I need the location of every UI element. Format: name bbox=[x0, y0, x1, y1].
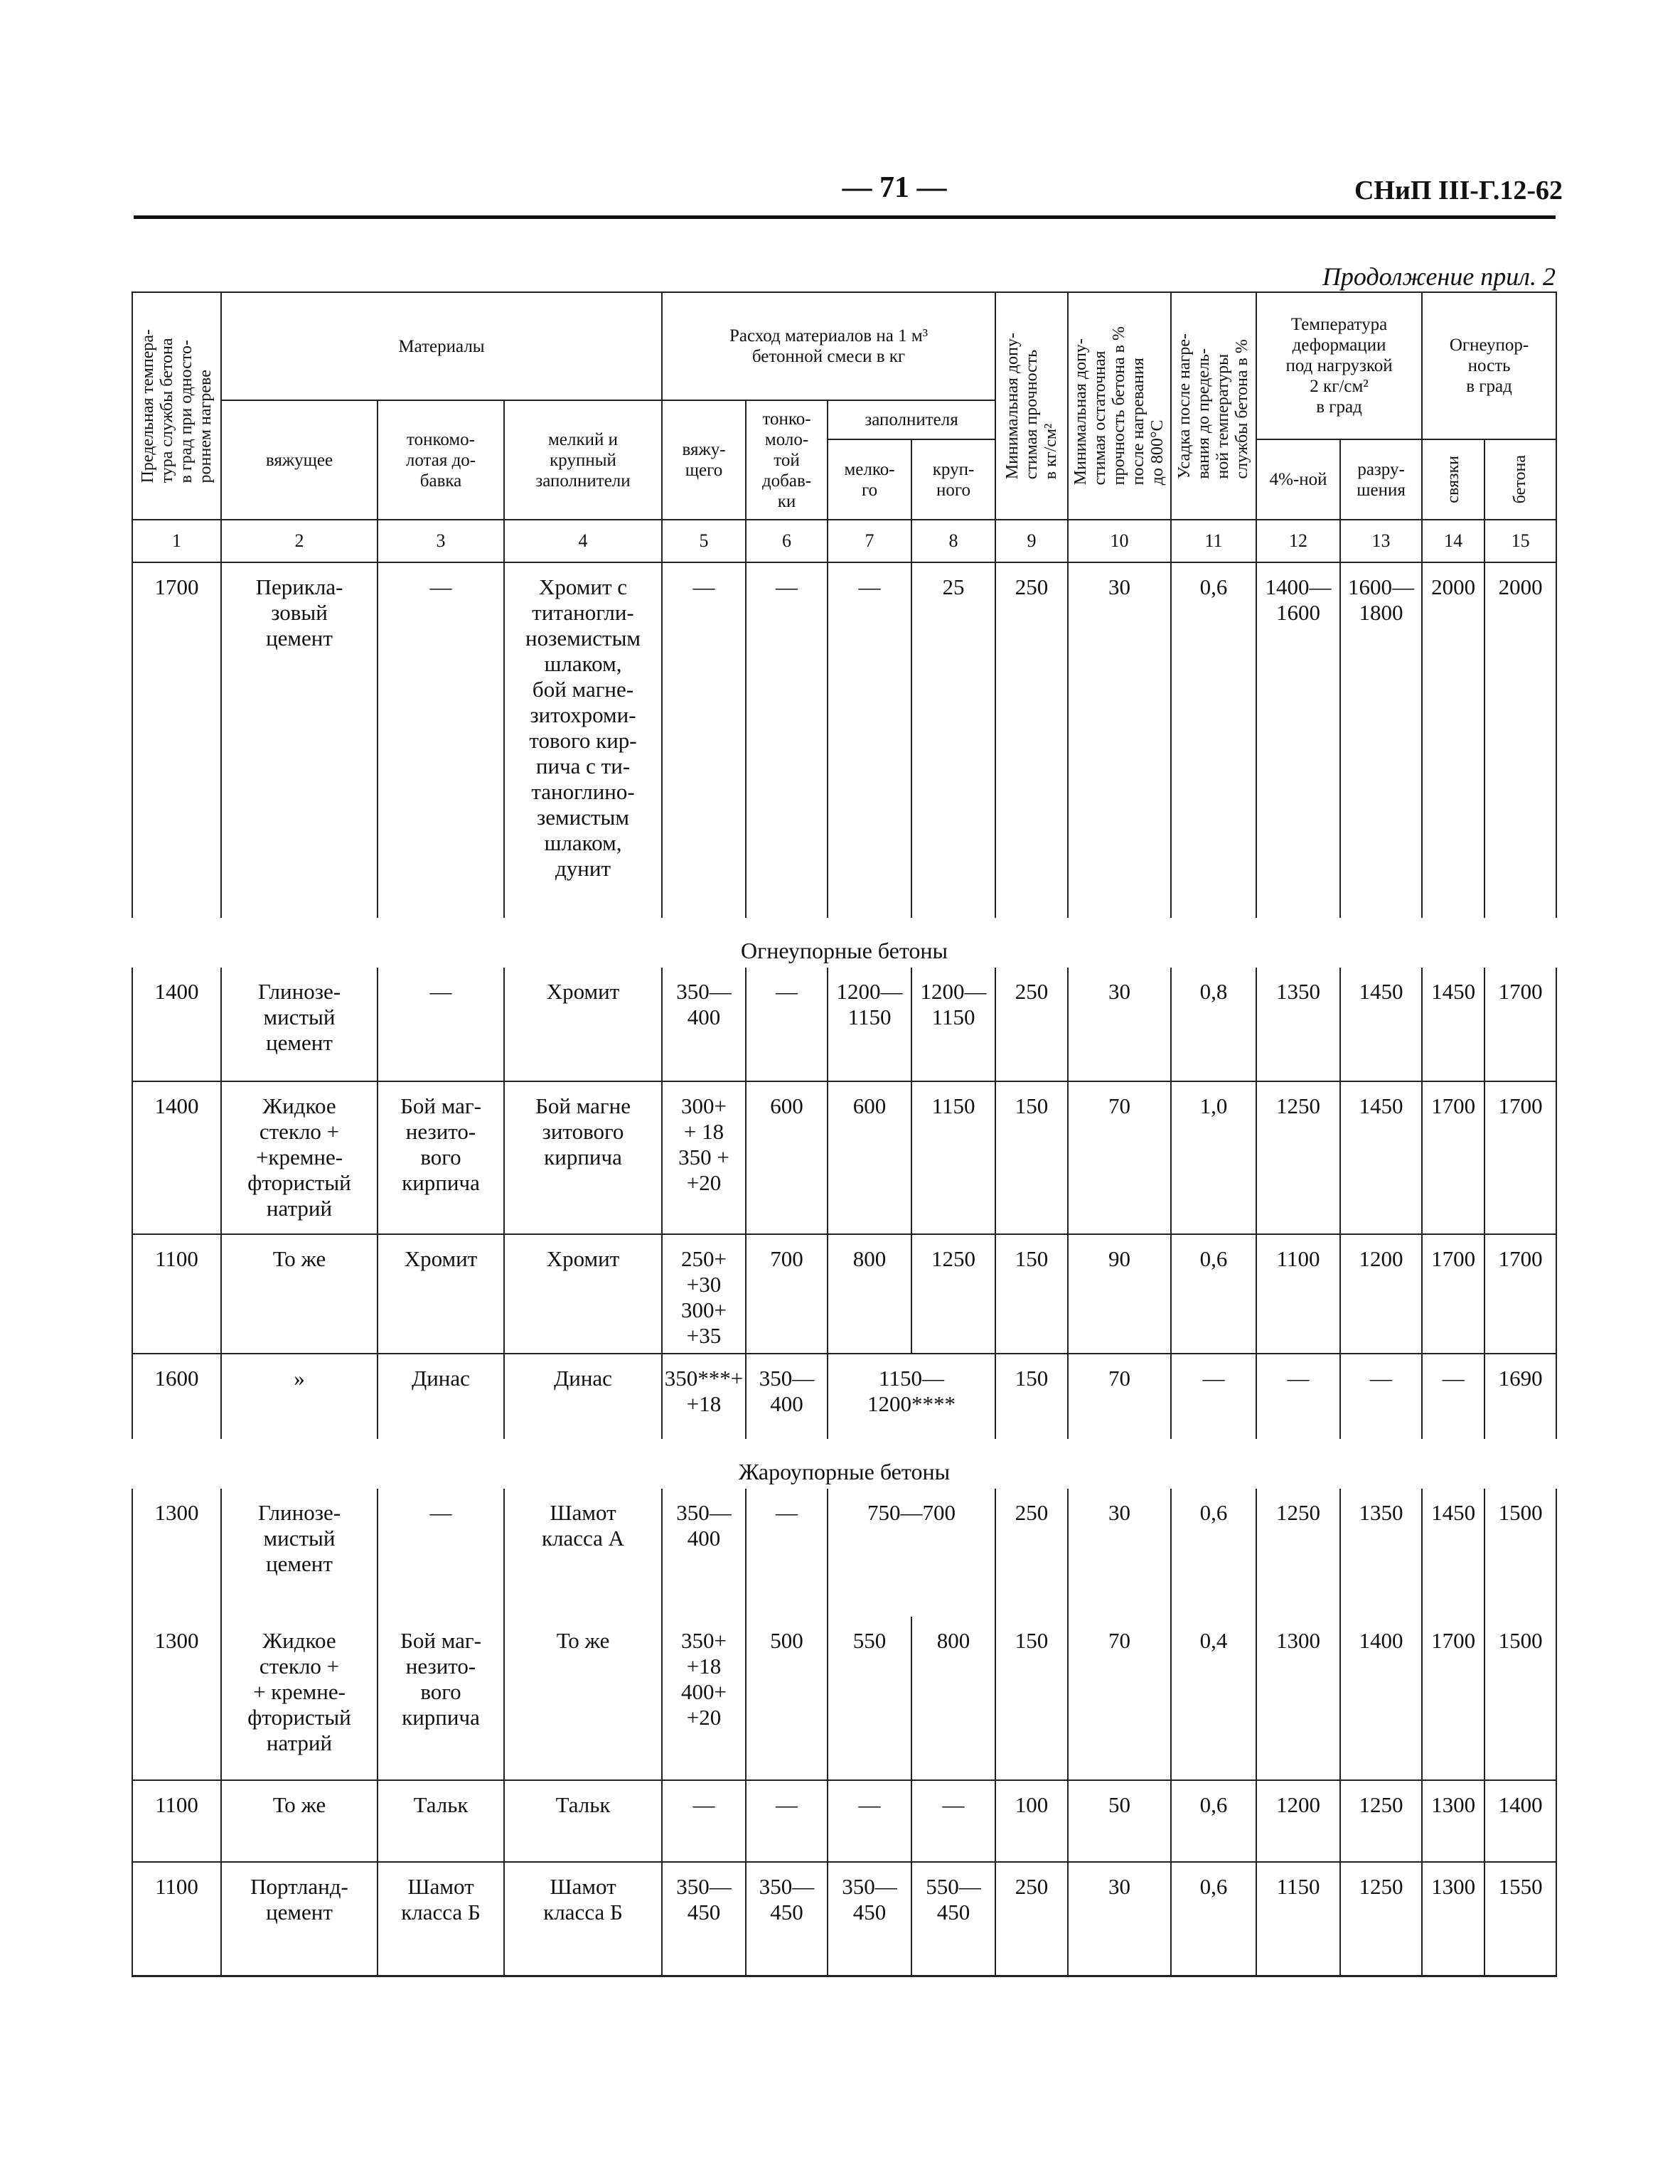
cell-shrinkage: 0,6 bbox=[1171, 1489, 1256, 1617]
cell-residual-strength: 30 bbox=[1068, 968, 1171, 1081]
cell-cons-additive: — bbox=[746, 562, 828, 918]
section-row bbox=[132, 918, 1556, 968]
cell-additive: Бой маг- незито- вого кирпича bbox=[378, 1081, 504, 1234]
table-row bbox=[132, 1780, 1556, 1862]
cell-aggregates: Хромит с титаногли- ноземистым шлаком, бой магне- зитохроми- тового кир- пича с ти- таноглино- земистым шлаком, дунит bbox=[504, 562, 662, 918]
header-cons-fillers: заполнителя bbox=[828, 400, 995, 439]
cell-temperature: 1400 bbox=[132, 968, 221, 1081]
column-number: 2 bbox=[221, 520, 378, 562]
header-shrinkage: Усадка после нагре- вания до предель- ной температуры службы бетона в % bbox=[1171, 292, 1256, 520]
header-refract-concrete: бетона bbox=[1484, 439, 1556, 520]
cell-temperature: 1300 bbox=[132, 1617, 221, 1780]
cell-cons-coarse: 800 bbox=[911, 1617, 995, 1780]
cell-temperature: 1300 bbox=[132, 1489, 221, 1617]
cell-additive: Бой маг- незито- вого кирпича bbox=[378, 1617, 504, 1780]
header-residual-strength: Минимальная допу- стимая остаточная прочность бетона в % после нагревания до 800°С bbox=[1068, 292, 1171, 520]
section-row bbox=[132, 1439, 1556, 1489]
cell-cons-binder: — bbox=[662, 562, 746, 918]
cell-temperature: 1100 bbox=[132, 1780, 221, 1862]
table-row bbox=[132, 1617, 1556, 1780]
cell-cons-additive: 350— 400 bbox=[746, 1354, 828, 1439]
cell-deform-break: 1400 bbox=[1340, 1617, 1422, 1780]
column-number: 14 bbox=[1422, 520, 1484, 562]
cell-refract-concrete: 1700 bbox=[1484, 968, 1556, 1081]
cell-residual-strength: 30 bbox=[1068, 1862, 1171, 1976]
column-number: 12 bbox=[1256, 520, 1340, 562]
cell-refract-bond: — bbox=[1422, 1354, 1484, 1439]
header-refract-bond: связки bbox=[1422, 439, 1484, 520]
cell-binder: Портланд- цемент bbox=[221, 1862, 378, 1976]
header-deform-break: разру- шения bbox=[1340, 439, 1422, 520]
continuation-note: Продолжение прил. 2 bbox=[1322, 262, 1556, 291]
cell-aggregates: То же bbox=[504, 1617, 662, 1780]
cell-cons-additive: — bbox=[746, 1780, 828, 1862]
cell-shrinkage: 0,6 bbox=[1171, 1780, 1256, 1862]
column-number: 13 bbox=[1340, 520, 1422, 562]
column-number: 11 bbox=[1171, 520, 1256, 562]
cell-cons-coarse: 1250 bbox=[911, 1234, 995, 1354]
cell-cons-additive: — bbox=[746, 968, 828, 1081]
cell-cons-additive: 350— 450 bbox=[746, 1862, 828, 1976]
cell-cons-fillers: 1150— 1200**** bbox=[828, 1354, 995, 1439]
cell-deform-4: 1100 bbox=[1256, 1234, 1340, 1354]
header-rule bbox=[134, 215, 1556, 219]
cell-shrinkage: 0,6 bbox=[1171, 1862, 1256, 1976]
column-number: 3 bbox=[378, 520, 504, 562]
header-deformation: Температура деформации под нагрузкой 2 кг/см² в град bbox=[1256, 292, 1422, 439]
cell-cons-binder: 350— 400 bbox=[662, 968, 746, 1081]
cell-cons-additive: 700 bbox=[746, 1234, 828, 1354]
cell-refract-bond: 1300 bbox=[1422, 1780, 1484, 1862]
cell-temperature: 1600 bbox=[132, 1354, 221, 1439]
cell-refract-concrete: 1400 bbox=[1484, 1780, 1556, 1862]
cell-refract-concrete: 1550 bbox=[1484, 1862, 1556, 1976]
section-title-refractory: Огнеупорные бетоны bbox=[741, 937, 948, 963]
header-cons-binder: вяжу- щего bbox=[662, 400, 746, 520]
cell-refract-concrete: 1500 bbox=[1484, 1617, 1556, 1780]
cell-cons-coarse: — bbox=[911, 1780, 995, 1862]
cell-deform-4: 1350 bbox=[1256, 968, 1340, 1081]
cell-cons-coarse: 1150 bbox=[911, 1081, 995, 1234]
cell-deform-4: 1400— 1600 bbox=[1256, 562, 1340, 918]
cell-binder: То же bbox=[221, 1780, 378, 1862]
column-number: 9 bbox=[995, 520, 1068, 562]
cell-deform-break: — bbox=[1340, 1354, 1422, 1439]
cell-cons-binder: 350+ +18 400+ +20 bbox=[662, 1617, 746, 1780]
cell-residual-strength: 30 bbox=[1068, 1489, 1171, 1617]
column-number: 4 bbox=[504, 520, 662, 562]
cell-cons-fine: 350— 450 bbox=[828, 1862, 911, 1976]
cell-deform-4: 1250 bbox=[1256, 1081, 1340, 1234]
cell-deform-break: 1350 bbox=[1340, 1489, 1422, 1617]
cell-binder: Жидкое стекло + +кремне- фтористый натрий bbox=[221, 1081, 378, 1234]
header-fine-additive: тонкомо- лотая до- бавка bbox=[378, 400, 504, 520]
cell-cons-binder: 250+ +30 300+ +35 bbox=[662, 1234, 746, 1354]
cell-deform-break: 1450 bbox=[1340, 1081, 1422, 1234]
table-row bbox=[132, 1081, 1556, 1234]
cell-min-strength: 250 bbox=[995, 1862, 1068, 1976]
header-row-1 bbox=[132, 292, 1556, 400]
header-refractoriness: Огнеупор- ность в град bbox=[1422, 292, 1556, 439]
header-binder: вяжущее bbox=[221, 400, 378, 520]
cell-residual-strength: 70 bbox=[1068, 1617, 1171, 1780]
cell-temperature: 1700 bbox=[132, 562, 221, 918]
cell-min-strength: 250 bbox=[995, 968, 1068, 1081]
column-number: 1 bbox=[132, 520, 221, 562]
cell-min-strength: 150 bbox=[995, 1354, 1068, 1439]
cell-deform-4: 1200 bbox=[1256, 1780, 1340, 1862]
header-min-strength: Минимальная допу- стимая прочность в кг/см² bbox=[995, 292, 1068, 520]
table-row bbox=[132, 1234, 1556, 1354]
cell-min-strength: 150 bbox=[995, 1234, 1068, 1354]
cell-cons-fine: 1200— 1150 bbox=[828, 968, 911, 1081]
cell-aggregates: Бой магне зитового кирпича bbox=[504, 1081, 662, 1234]
cell-shrinkage: — bbox=[1171, 1354, 1256, 1439]
cell-aggregates: Хромит bbox=[504, 968, 662, 1081]
column-number: 5 bbox=[662, 520, 746, 562]
cell-temperature: 1400 bbox=[132, 1081, 221, 1234]
table-row bbox=[132, 562, 1556, 918]
cell-aggregates: Динас bbox=[504, 1354, 662, 1439]
cell-deform-break: 1450 bbox=[1340, 968, 1422, 1081]
cell-cons-binder: 300+ + 18 350 + +20 bbox=[662, 1081, 746, 1234]
cell-deform-4: 1250 bbox=[1256, 1489, 1340, 1617]
cell-aggregates: Хромит bbox=[504, 1234, 662, 1354]
cell-refract-concrete: 2000 bbox=[1484, 562, 1556, 918]
cell-refract-bond: 1700 bbox=[1422, 1234, 1484, 1354]
cell-min-strength: 150 bbox=[995, 1081, 1068, 1234]
header-cons-additive: тонко- моло- той добав- ки bbox=[746, 400, 828, 520]
cell-binder: То же bbox=[221, 1234, 378, 1354]
cell-refract-bond: 2000 bbox=[1422, 562, 1484, 918]
cell-residual-strength: 90 bbox=[1068, 1234, 1171, 1354]
cell-cons-coarse: 25 bbox=[911, 562, 995, 918]
column-number: 10 bbox=[1068, 520, 1171, 562]
cell-aggregates: Шамот класса Б bbox=[504, 1862, 662, 1976]
column-number: 8 bbox=[911, 520, 995, 562]
cell-deform-break: 1200 bbox=[1340, 1234, 1422, 1354]
cell-cons-binder: 350— 400 bbox=[662, 1489, 746, 1617]
cell-additive: Тальк bbox=[378, 1780, 504, 1862]
cell-shrinkage: 0,4 bbox=[1171, 1617, 1256, 1780]
cell-cons-fine: 550 bbox=[828, 1617, 911, 1780]
cell-cons-fine: — bbox=[828, 1780, 911, 1862]
cell-refract-bond: 1450 bbox=[1422, 968, 1484, 1081]
cell-cons-binder: 350***+ +18 bbox=[662, 1354, 746, 1439]
materials-table bbox=[132, 291, 1557, 1977]
cell-shrinkage: 0,6 bbox=[1171, 1234, 1256, 1354]
cell-cons-coarse: 1200— 1150 bbox=[911, 968, 995, 1081]
cell-aggregates: Шамот класса А bbox=[504, 1489, 662, 1617]
cell-binder: Перикла- зовый цемент bbox=[221, 562, 378, 918]
cell-refract-bond: 1700 bbox=[1422, 1081, 1484, 1234]
header-materials: Материалы bbox=[221, 292, 662, 400]
cell-temperature: 1100 bbox=[132, 1234, 221, 1354]
cell-refract-concrete: 1700 bbox=[1484, 1234, 1556, 1354]
column-numbers-row bbox=[132, 520, 1556, 562]
header-temperature: Предельная темпера- тура службы бетона в град при односто- роннем нагреве bbox=[132, 292, 221, 520]
table-row bbox=[132, 1489, 1556, 1617]
cell-temperature: 1100 bbox=[132, 1862, 221, 1976]
cell-binder: Глинозе- мистый цемент bbox=[221, 1489, 378, 1617]
page-number: — 71 — bbox=[842, 171, 947, 204]
page-header bbox=[134, 171, 1563, 213]
table-row bbox=[132, 1354, 1556, 1439]
cell-additive: Динас bbox=[378, 1354, 504, 1439]
cell-shrinkage: 0,8 bbox=[1171, 968, 1256, 1081]
cell-deform-4: 1300 bbox=[1256, 1617, 1340, 1780]
cell-cons-fillers: 750—700 bbox=[828, 1489, 995, 1617]
document-code: СНиП III-Г.12-62 bbox=[1354, 176, 1563, 205]
table-row bbox=[132, 968, 1556, 1081]
section-title-heat: Жароупорные бетоны bbox=[739, 1458, 951, 1484]
cell-deform-break: 1250 bbox=[1340, 1862, 1422, 1976]
cell-shrinkage: 0,6 bbox=[1171, 562, 1256, 918]
cell-cons-additive: 500 bbox=[746, 1617, 828, 1780]
cell-cons-additive: — bbox=[746, 1489, 828, 1617]
cell-shrinkage: 1,0 bbox=[1171, 1081, 1256, 1234]
cell-min-strength: 100 bbox=[995, 1780, 1068, 1862]
column-number: 7 bbox=[828, 520, 911, 562]
cell-cons-binder: 350— 450 bbox=[662, 1862, 746, 1976]
column-number: 6 bbox=[746, 520, 828, 562]
cell-additive: Шамот класса Б bbox=[378, 1862, 504, 1976]
table-row bbox=[132, 1862, 1556, 1976]
cell-residual-strength: 70 bbox=[1068, 1081, 1171, 1234]
cell-refract-bond: 1300 bbox=[1422, 1862, 1484, 1976]
cell-cons-fine: 800 bbox=[828, 1234, 911, 1354]
cell-residual-strength: 30 bbox=[1068, 562, 1171, 918]
cell-min-strength: 150 bbox=[995, 1617, 1068, 1780]
cell-residual-strength: 70 bbox=[1068, 1354, 1171, 1439]
cell-refract-concrete: 1700 bbox=[1484, 1081, 1556, 1234]
cell-additive: — bbox=[378, 1489, 504, 1617]
cell-min-strength: 250 bbox=[995, 562, 1068, 918]
header-cons-coarse: круп- ного bbox=[911, 439, 995, 520]
cell-cons-fine: 600 bbox=[828, 1081, 911, 1234]
cell-aggregates: Тальк bbox=[504, 1780, 662, 1862]
cell-cons-additive: 600 bbox=[746, 1081, 828, 1234]
cell-refract-bond: 1700 bbox=[1422, 1617, 1484, 1780]
cell-residual-strength: 50 bbox=[1068, 1780, 1171, 1862]
header-consumption: Расход материалов на 1 м³ бетонной смеси в кг bbox=[662, 292, 995, 400]
header-cons-fine: мелко- го bbox=[828, 439, 911, 520]
cell-cons-binder: — bbox=[662, 1780, 746, 1862]
cell-binder: Жидкое стекло + + кремне- фтористый натрий bbox=[221, 1617, 378, 1780]
column-number: 15 bbox=[1484, 520, 1556, 562]
cell-binder: Глинозе- мистый цемент bbox=[221, 968, 378, 1081]
cell-deform-4: — bbox=[1256, 1354, 1340, 1439]
cell-refract-concrete: 1690 bbox=[1484, 1354, 1556, 1439]
cell-min-strength: 250 bbox=[995, 1489, 1068, 1617]
header-aggregates: мелкий и крупный заполнители bbox=[504, 400, 662, 520]
cell-deform-break: 1600— 1800 bbox=[1340, 562, 1422, 918]
cell-cons-coarse: 550— 450 bbox=[911, 1862, 995, 1976]
cell-deform-break: 1250 bbox=[1340, 1780, 1422, 1862]
cell-refract-bond: 1450 bbox=[1422, 1489, 1484, 1617]
cell-deform-4: 1150 bbox=[1256, 1862, 1340, 1976]
cell-refract-concrete: 1500 bbox=[1484, 1489, 1556, 1617]
cell-additive: — bbox=[378, 562, 504, 918]
cell-cons-fine: — bbox=[828, 562, 911, 918]
header-deform-4: 4%-ной bbox=[1256, 439, 1340, 520]
cell-binder: » bbox=[221, 1354, 378, 1439]
cell-additive: — bbox=[378, 968, 504, 1081]
cell-additive: Хромит bbox=[378, 1234, 504, 1354]
